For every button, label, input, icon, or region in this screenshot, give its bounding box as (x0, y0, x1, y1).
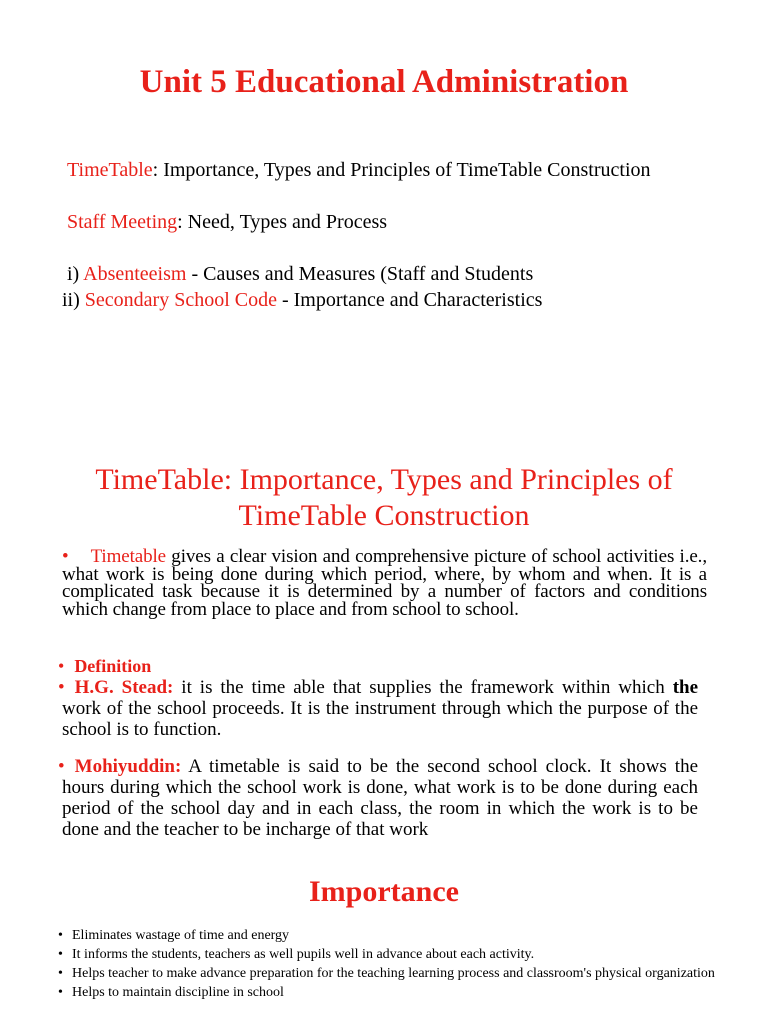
topic-staff-meeting (67, 210, 387, 234)
stead-text-b: work of the school proceeds. It is the instrument through which the purpose of the school is to function. (62, 698, 698, 740)
intro-text: gives a clear vision and comprehensive picture of school activities i.e., what work is being done during which period, where, by whom and when. It is a complicated task because it is determined by a number of factors and conditions which change from place to place and from school to school. (62, 546, 707, 620)
topic-red: Secondary School Code (84, 289, 277, 311)
definition-label: Definition (74, 656, 152, 676)
topic-prefix: ii) (62, 289, 85, 311)
list-item (58, 945, 724, 964)
list-item-text: Helps teacher to make advance preparation for the teaching learning process and classroom's physical organization (72, 966, 715, 981)
mohiyuddin-label: Mohiyuddin: (74, 756, 182, 777)
stead-text-a: it is the time able that supplies the framework within which (173, 677, 673, 698)
bullet: • (58, 966, 63, 981)
list-item (58, 926, 724, 945)
bullet: • (58, 947, 63, 962)
section-title-line-1: TimeTable: Importance, Types and Principles of (95, 463, 673, 496)
bullet: • (58, 656, 65, 676)
bullet: • (58, 756, 65, 777)
topic-red: Staff Meeting (67, 211, 178, 233)
section-title (40, 462, 728, 534)
page-title: Unit 5 Educational Administration (139, 64, 629, 100)
importance-title: Importance (309, 875, 459, 908)
stead-definition (58, 677, 699, 740)
topic-prefix: i) (67, 263, 84, 285)
bullet: • (58, 928, 63, 943)
intro-term: Timetable (90, 546, 167, 567)
topic-rest: - Causes and Measures (Staff and Students (186, 263, 534, 285)
section-title-line-2: TimeTable Construction (238, 499, 530, 532)
importance-list (58, 926, 724, 1002)
intro-paragraph (62, 548, 707, 618)
list-item (58, 964, 724, 983)
bullet: • (62, 546, 69, 567)
topic-timetable (67, 158, 651, 182)
list-item-text: It informs the students, teachers as well pupils well in advance about each activity. (72, 947, 535, 962)
topic-red: Absenteeism (83, 263, 187, 285)
topic-secondary-school-code (62, 288, 542, 312)
mohiyuddin-text: A timetable is said to be the second school clock. It shows the hours during which the school work is done, what work is to be done during each period of the school day and in each class, the room in which the work is to be done and the teacher to be incharge of that work (62, 756, 698, 840)
list-item-text: Eliminates wastage of time and energy (72, 928, 290, 943)
bullet: • (58, 985, 63, 1000)
topic-red: TimeTable (67, 159, 153, 181)
topic-rest: - Importance and Characteristics (276, 289, 543, 311)
stead-bold: the (672, 677, 699, 698)
topic-absenteeism (67, 262, 533, 286)
mohiyuddin-definition (58, 756, 698, 840)
bullet: • (58, 677, 65, 698)
definition-heading (58, 656, 151, 676)
list-item (58, 983, 724, 1002)
list-item-text: Helps to maintain discipline in school (72, 985, 284, 1000)
stead-label: H.G. Stead: (74, 677, 174, 698)
topic-rest: : Importance, Types and Principles of TimeTable Construction (152, 159, 651, 181)
topic-rest: : Need, Types and Process (177, 211, 388, 233)
